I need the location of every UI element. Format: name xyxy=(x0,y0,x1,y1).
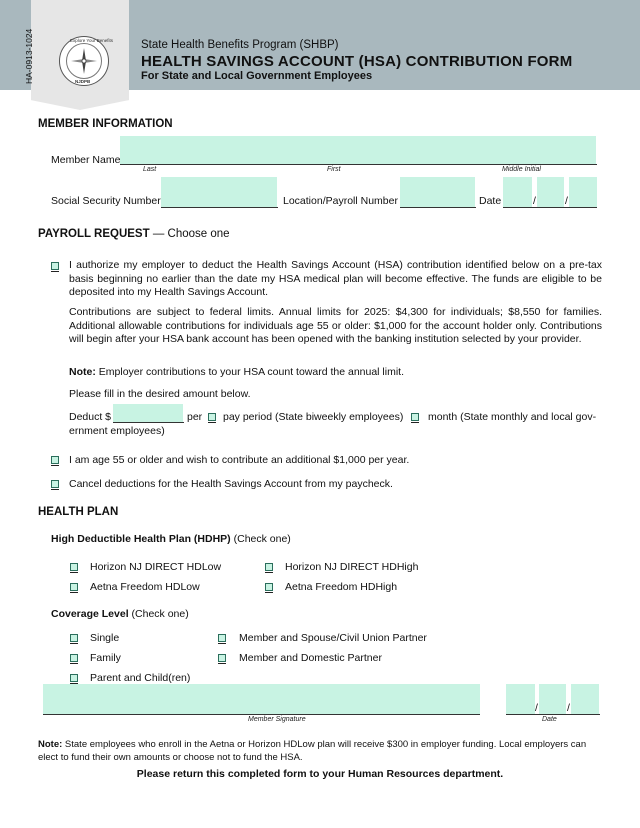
date-slash-1: / xyxy=(533,195,536,207)
plan-checkbox-horizon-hdhigh[interactable] xyxy=(265,563,273,571)
payroll-heading-row xyxy=(38,228,230,240)
payroll-heading-suffix: — Choose one xyxy=(152,228,230,240)
deduct-amount-input[interactable] xyxy=(113,404,183,422)
signature-line xyxy=(43,714,480,715)
plan-label-aetna-hdhigh: Aetna Freedom HDHigh xyxy=(285,581,398,593)
date-day-input[interactable] xyxy=(537,177,564,207)
signature-caption: Member Signature xyxy=(248,716,306,723)
plan-checkbox-aetna-hdhigh[interactable] xyxy=(265,583,273,591)
date-line xyxy=(503,207,597,208)
sig-date-day-input[interactable] xyxy=(539,684,566,714)
middle-initial-caption: Middle Initial xyxy=(502,166,541,173)
cancel-checkbox[interactable] xyxy=(51,480,59,488)
plan-label-aetna-hdlow: Aetna Freedom HDLow xyxy=(90,581,200,593)
member-name-label: Member Name xyxy=(51,154,121,166)
sig-date-slash-2: / xyxy=(567,702,570,714)
seal-compass-icon xyxy=(66,43,102,79)
plan-label-horizon-hdlow: Horizon NJ DIRECT HDLow xyxy=(90,561,222,573)
coverage-label: Coverage Level xyxy=(51,608,129,620)
hdhp-row xyxy=(51,533,291,547)
sig-date-line xyxy=(506,714,600,715)
location-input[interactable] xyxy=(400,177,475,207)
coverage-checkbox-family[interactable] xyxy=(70,654,78,662)
plan-checkbox-aetna-hdlow[interactable] xyxy=(70,583,78,591)
form-title: HEALTH SAVINGS ACCOUNT (HSA) CONTRIBUTION FORM xyxy=(141,53,573,70)
age55-label: I am age 55 or older and wish to contribute an additional $1,000 per year. xyxy=(69,454,410,466)
employer-note xyxy=(69,366,602,380)
ssn-line xyxy=(161,207,278,208)
hdhp-label: High Deductible Health Plan (HDHP) xyxy=(51,533,231,545)
authorize-checkbox[interactable] xyxy=(51,262,59,270)
first-name-caption: First xyxy=(327,166,341,173)
month-checkbox[interactable] xyxy=(411,413,419,421)
seal-text-top: Explore Your Benefits xyxy=(70,38,114,43)
plan-label-horizon-hdhigh: Horizon NJ DIRECT HDHigh xyxy=(285,561,419,573)
coverage-checkbox-domestic[interactable] xyxy=(218,654,226,662)
date-year-input[interactable] xyxy=(569,177,597,207)
month-label: month (State monthly and local gov- xyxy=(428,411,597,423)
employer-note-text: Employer contributions to your HSA count toward the annual limit. xyxy=(98,366,405,378)
sig-date-month-input[interactable] xyxy=(506,684,535,714)
sig-date-caption: Date xyxy=(542,716,557,723)
hdhp-suffix: (Check one) xyxy=(233,533,291,545)
program-name: State Health Benefits Program (SHBP) xyxy=(141,39,339,51)
per-label: per xyxy=(187,411,203,423)
coverage-row xyxy=(51,608,189,622)
last-name-caption: Last xyxy=(143,166,157,173)
payroll-heading: PAYROLL REQUEST xyxy=(38,228,150,240)
sig-date-year-input[interactable] xyxy=(571,684,599,714)
plan-checkbox-horizon-hdlow[interactable] xyxy=(70,563,78,571)
form-id: HA-0913-1024 xyxy=(24,28,34,84)
cancel-label: Cancel deductions for the Health Savings Account from my paycheck. xyxy=(69,478,393,490)
coverage-checkbox-parent-child[interactable] xyxy=(70,674,78,682)
footer-note-label: Note: xyxy=(38,739,63,750)
date-month-input[interactable] xyxy=(503,177,532,207)
member-info-heading: MEMBER INFORMATION xyxy=(38,118,173,130)
coverage-label-family: Family xyxy=(90,652,121,664)
deduct-amount-line xyxy=(113,422,184,423)
month-label-cont: ernment employees) xyxy=(69,425,165,437)
coverage-label-domestic: Member and Domestic Partner xyxy=(239,652,382,664)
member-name-input[interactable] xyxy=(120,136,596,164)
authorize-text: I authorize my employer to deduct the Health Savings Account (HSA) contribution identified below on a pre-tax basis beginning no earlier than the date my HSA medical plan will become effective. The funds are eligible to be deposited into my Health Savings Account. xyxy=(69,259,602,299)
return-instruction: Please return this completed form to your Human Resources department. xyxy=(136,768,504,780)
ssn-input[interactable] xyxy=(161,177,277,207)
coverage-label-single: Single xyxy=(90,632,120,644)
signature-input[interactable] xyxy=(43,684,480,714)
coverage-suffix: (Check one) xyxy=(131,608,189,620)
ssn-label: Social Security Number xyxy=(51,195,161,207)
coverage-label-parent-child: Parent and Child(ren) xyxy=(90,672,191,684)
footer-note xyxy=(38,738,600,764)
form-subtitle: For State and Local Government Employees xyxy=(141,70,373,82)
date-label: Date xyxy=(479,195,502,207)
pay-period-label: pay period (State biweekly employees) xyxy=(223,411,404,423)
pay-period-checkbox[interactable] xyxy=(208,413,216,421)
fill-in-text: Please fill in the desired amount below. xyxy=(69,388,251,400)
health-plan-heading: HEALTH PLAN xyxy=(38,506,119,518)
coverage-checkbox-spouse[interactable] xyxy=(218,634,226,642)
employer-note-label: Note: xyxy=(69,366,96,378)
date-slash-2: / xyxy=(565,195,568,207)
coverage-label-spouse: Member and Spouse/Civil Union Partner xyxy=(239,632,427,644)
location-line xyxy=(400,207,476,208)
location-label: Location/Payroll Number xyxy=(283,195,398,207)
seal-text-bottom: NJDPB xyxy=(75,79,91,84)
sig-date-slash-1: / xyxy=(535,702,538,714)
deduct-label: Deduct $ xyxy=(69,411,112,423)
age55-checkbox[interactable] xyxy=(51,456,59,464)
coverage-checkbox-single[interactable] xyxy=(70,634,78,642)
limits-text: Contributions are subject to federal limits. Annual limits for 2025: $4,300 for individuals; $8,550 for families. Additional allowable contributions for individuals age 55 or older: $1,000 for the account holder only. Contributions will begin after your HSA bank account has been opened with the banking institution selected by your provider. xyxy=(69,306,602,346)
member-name-line xyxy=(120,164,597,165)
footer-note-text: State employees who enroll in the Aetna or Horizon HDLow plan will receive $300 in employer funding. Local employers can elect to fund their own amounts or choose not to fund the HSA. xyxy=(38,739,587,763)
